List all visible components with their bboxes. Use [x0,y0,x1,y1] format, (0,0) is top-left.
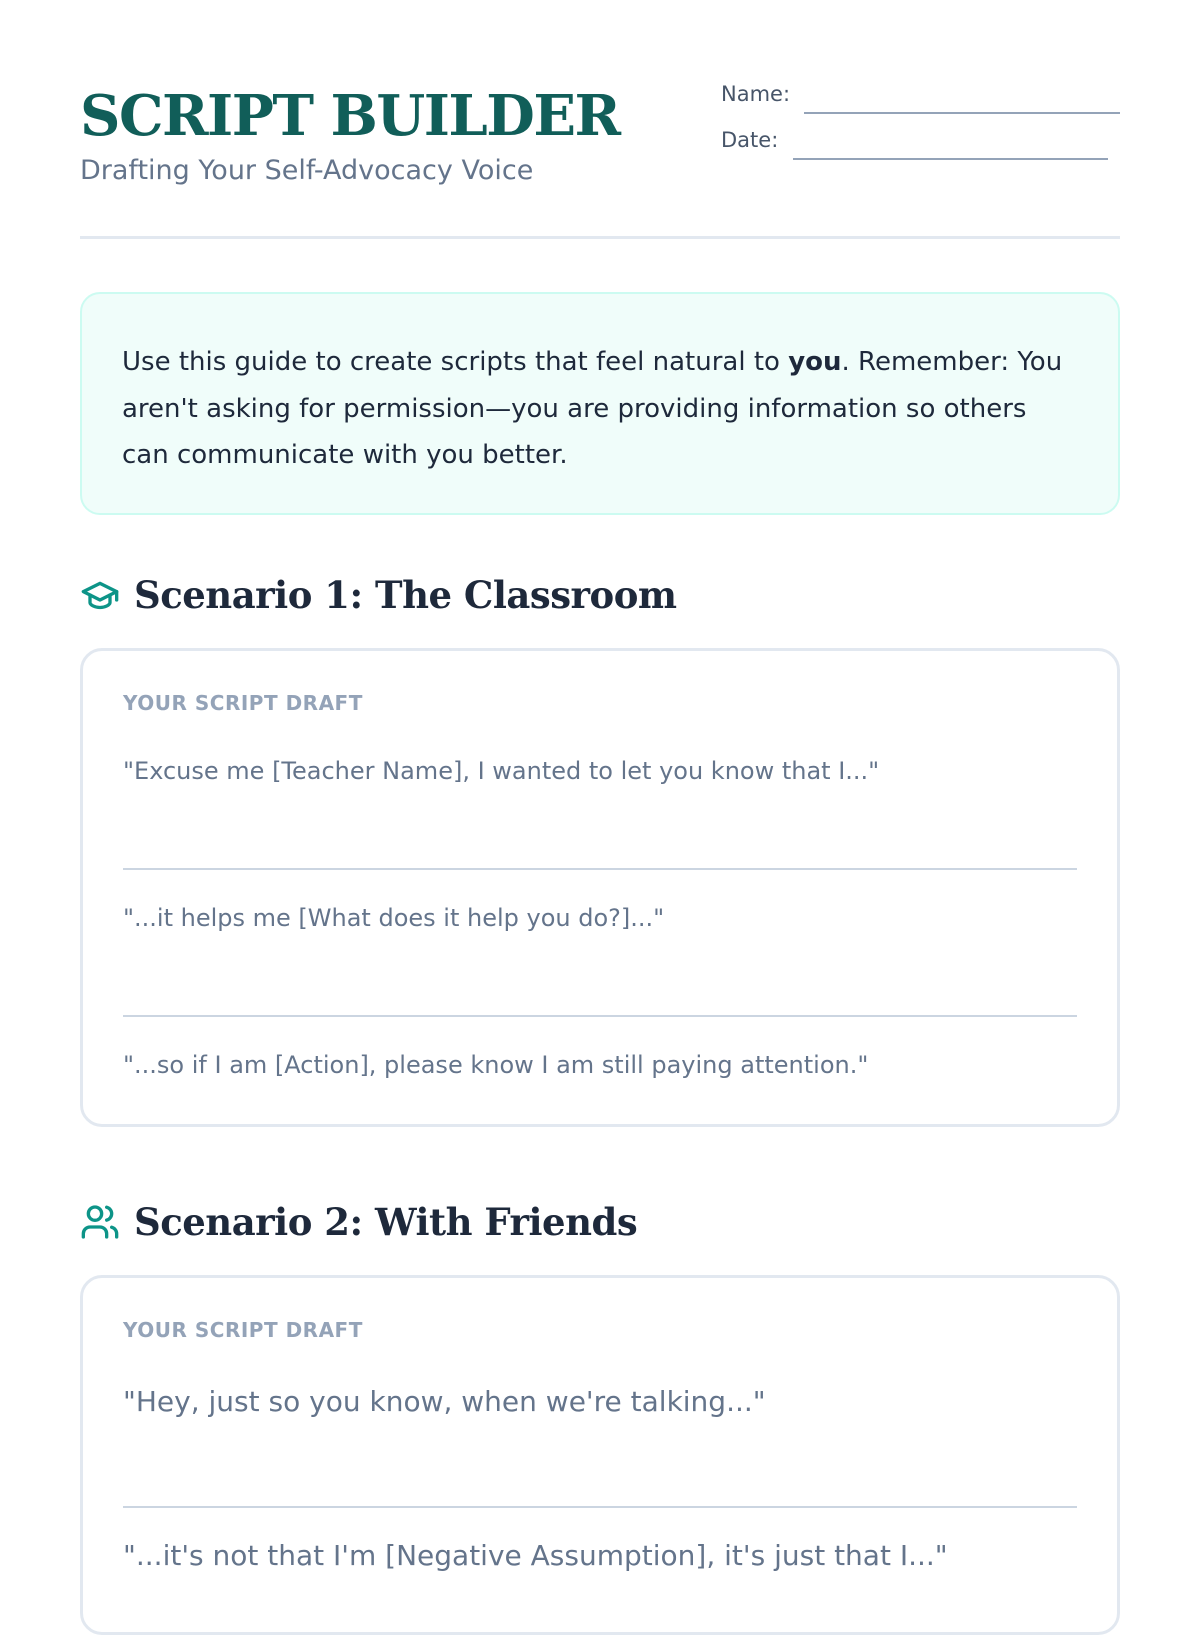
prompt-text: "...it's not that I'm [Negative Assumption], it's just that I..." [123,1539,948,1572]
scenario-1-card [80,648,1120,1127]
graduation-cap-icon [80,575,120,615]
users-icon [80,1202,120,1242]
prompt-text: "Hey, just so you know, when we're talking..." [123,1385,766,1418]
page-subtitle: Drafting Your Self-Advocacy Voice [80,155,534,186]
date-write-line[interactable] [793,158,1108,160]
worksheet-page [80,0,1120,1600]
worksheet-header [80,80,1120,239]
date-field[interactable] [721,126,1120,172]
prompt-text: "...so if I am [Action], please know I am still paying attention." [123,1051,869,1079]
write-line[interactable] [123,1506,1077,1508]
script-prompt-2[interactable] [123,1539,1077,1572]
prompt-text: "...it helps me [What does it help you do?]..." [123,904,665,932]
script-prompt-1[interactable] [123,757,1077,785]
prompt-text: "Excuse me [Teacher Name], I wanted to let you know that I..." [123,757,880,785]
intro-text-before: Use this guide to create scripts that feel natural to [122,347,789,377]
script-draft-label: YOUR SCRIPT DRAFT [123,691,363,715]
intro-emphasis: you [788,347,842,377]
script-prompt-1[interactable] [123,1385,1077,1418]
script-prompt-2[interactable] [123,904,1077,932]
scenario-2-title: Scenario 2: With Friends [134,1200,638,1244]
date-label: Date: [721,128,779,152]
name-field[interactable] [721,80,1120,126]
write-line[interactable] [123,868,1077,870]
student-info [721,80,1120,172]
scenario-2-card [80,1275,1120,1635]
script-prompt-3[interactable] [123,1051,1077,1079]
intro-callout [80,292,1120,515]
intro-text-after: . Remember: You aren't asking for permission—you are providing information so others can communicate with you better. [122,347,1063,470]
page-title: SCRIPT BUILDER [80,83,620,149]
name-label: Name: [721,82,791,106]
script-draft-label: YOUR SCRIPT DRAFT [123,1318,363,1342]
write-line[interactable] [123,1015,1077,1017]
name-write-line[interactable] [804,112,1120,114]
scenario-1-title: Scenario 1: The Classroom [134,573,677,617]
